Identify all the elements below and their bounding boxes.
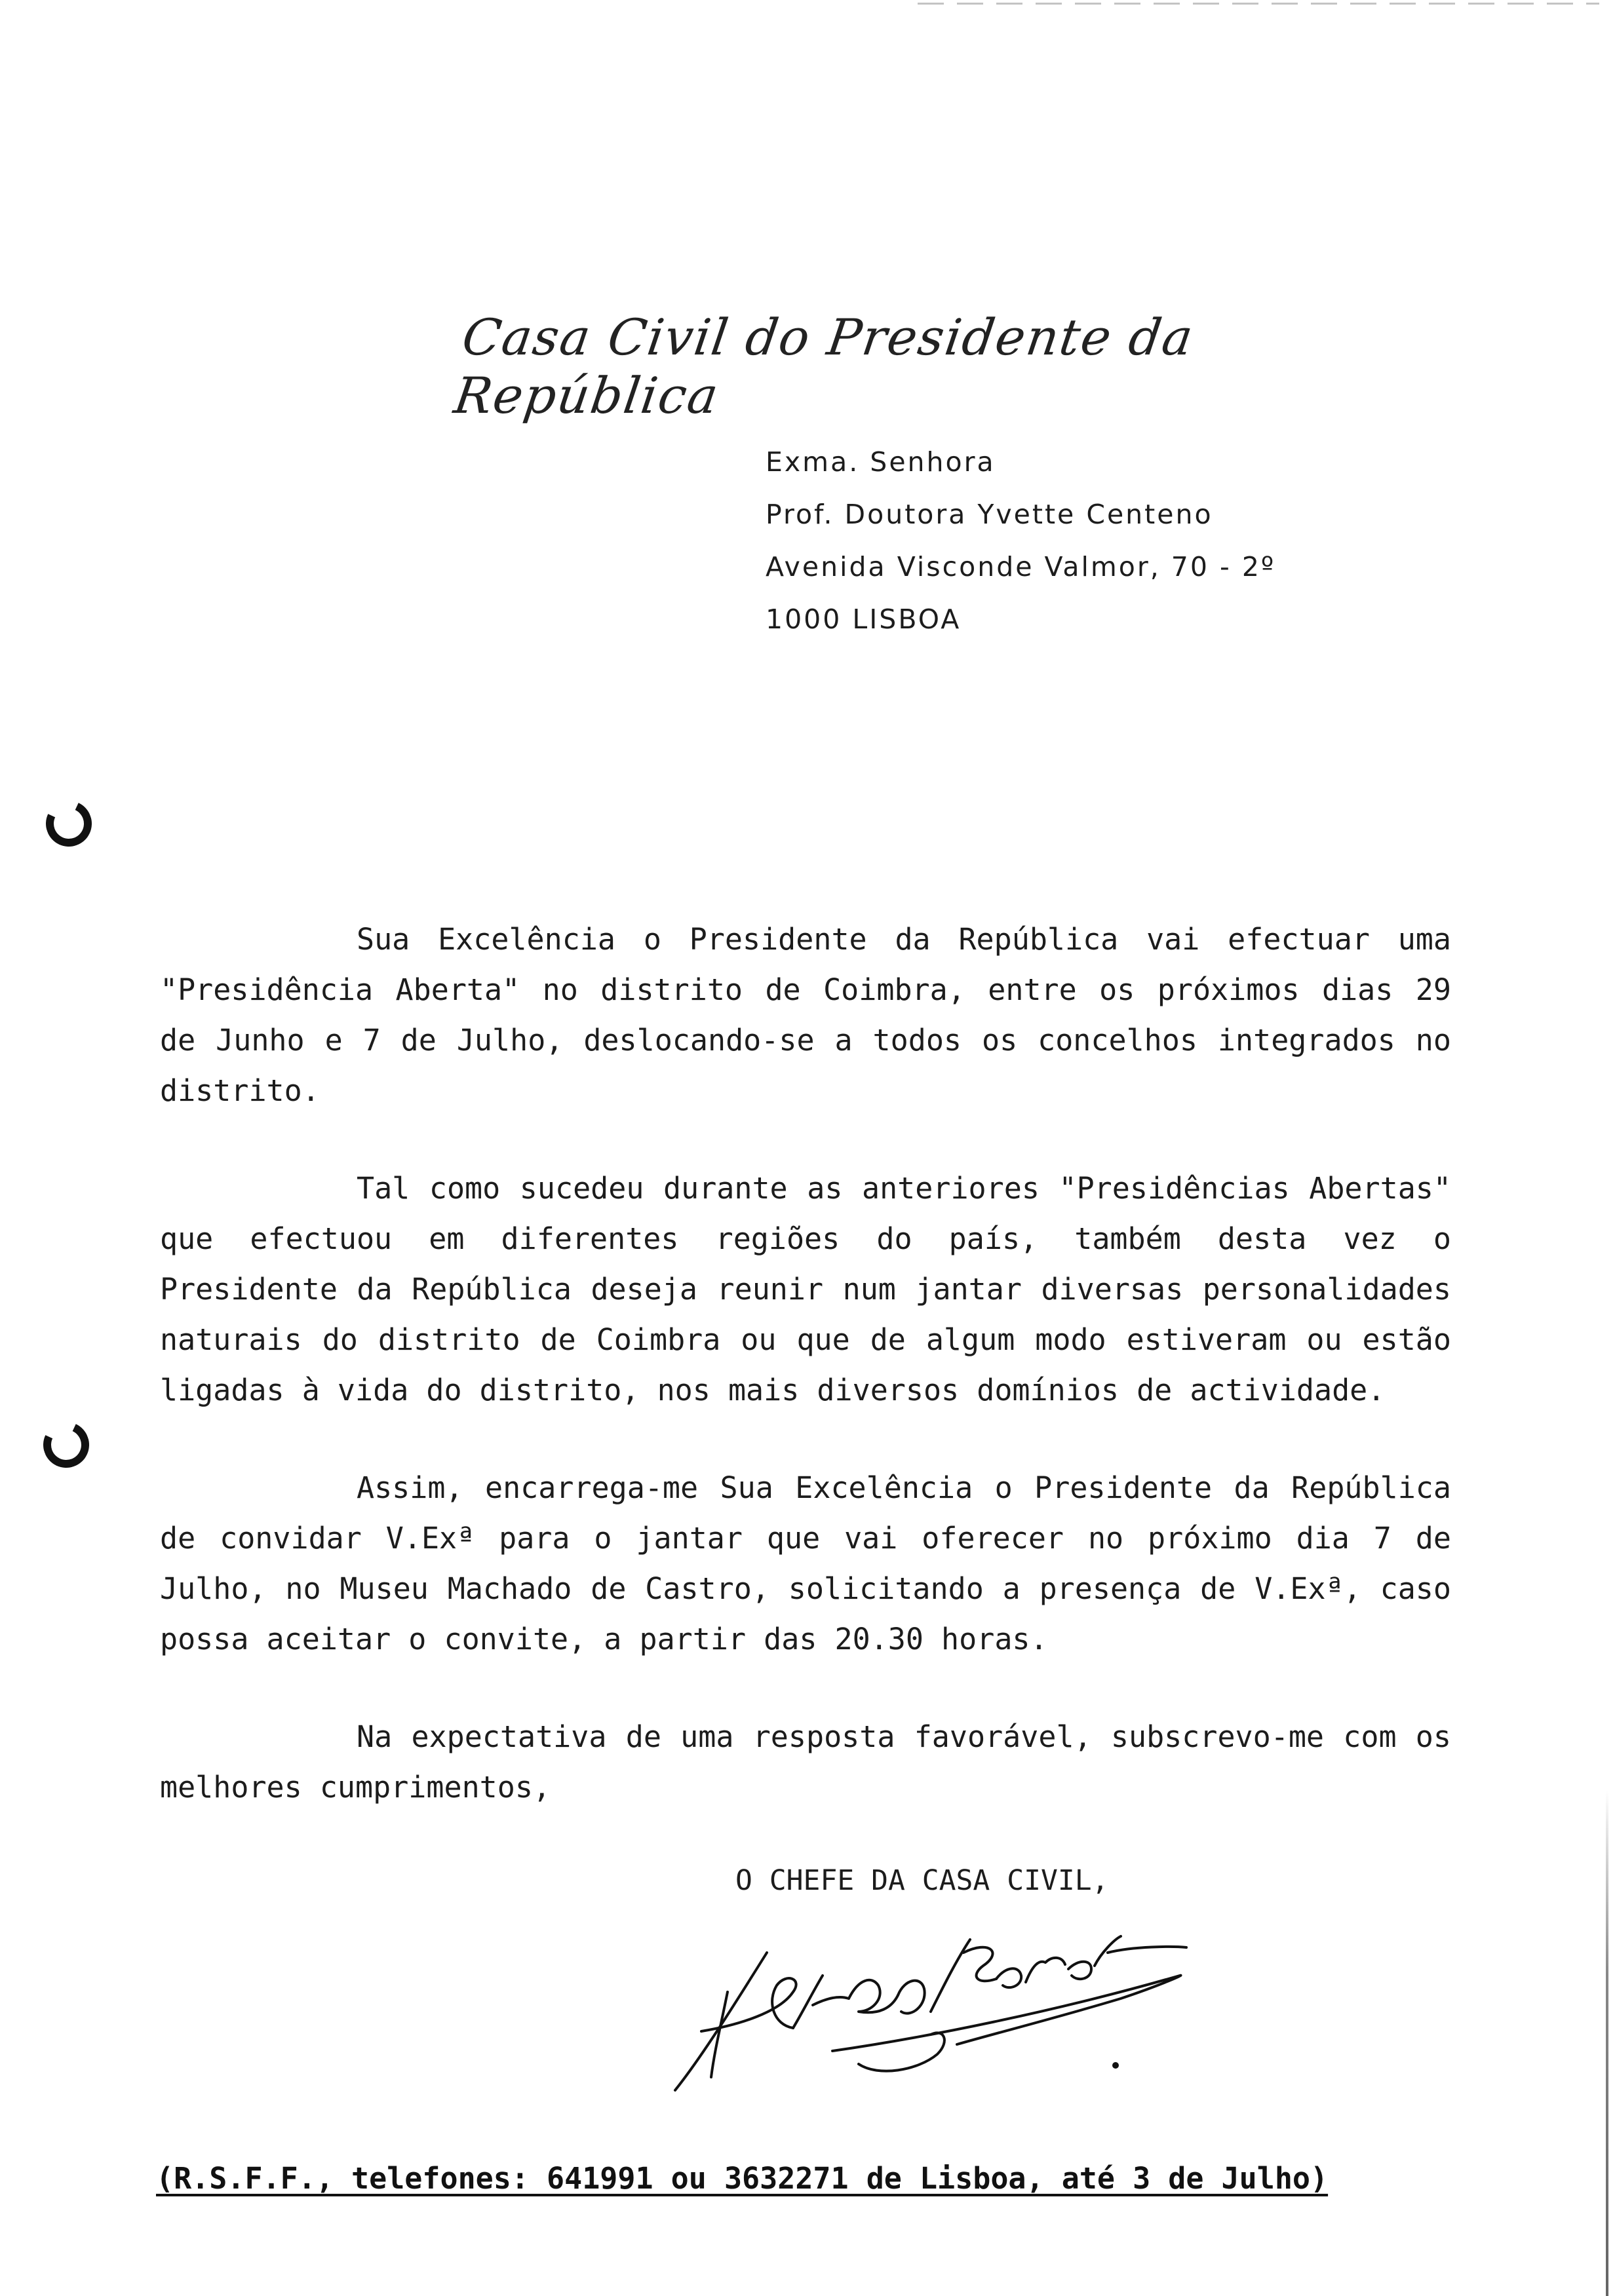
recipient-salutation: Exma. Senhora [766, 446, 996, 478]
closing-title: O CHEFE DA CASA CIVIL, [735, 1864, 1109, 1897]
handwritten-signature [662, 1913, 1213, 2110]
body-paragraph-1: Sua Excelência o Presidente da República vai efectuar uma "Presidência Aberta" no distrito de Coimbra, entre os próximos dias 29 de Junho e 7 de Julho, deslocando-se a todos os concelhos integrados no distrito. [160, 922, 1451, 1108]
recipient-city: 1000 LISBOA [766, 603, 962, 635]
punch-hole-mark [39, 794, 98, 853]
recipient-address [766, 436, 1275, 645]
footer-rsvp-note: (R.S.F.F., telefones: 641991 ou 3632271 de Lisboa, até 3 de Julho) [156, 2161, 1329, 2196]
scan-artifact-top [918, 3, 1599, 5]
recipient-name: Prof. Doutora Yvette Centeno [766, 499, 1213, 530]
letter-body [160, 914, 1451, 1860]
body-paragraph-4: Na expectativa de uma resposta favorável, subscrevo-me com os melhores cumprimentos, [160, 1719, 1451, 1805]
recipient-street: Avenida Visconde Valmor, 70 - 2º [766, 551, 1276, 583]
letterhead: Casa Civil do Presidente da República [450, 308, 1198, 425]
body-paragraph-3: Assim, encarrega-me Sua Excelência o Presidente da República de convidar V.Exª para o jantar que vai oferecer no próximo dia 7 de Julho, no Museu Machado de Castro, solicitando a presença de V.Exª, caso possa aceitar o convite, a partir das 20.30 horas. [160, 1470, 1451, 1656]
punch-hole-mark [37, 1415, 96, 1474]
body-paragraph-2: Tal como sucedeu durante as anteriores "Presidências Abertas" que efectuou em diferentes regiões do país, também desta vez o Presidente da República deseja reunir num jantar diversas personalidades naturais do distrito de Coimbra ou que de algum modo estiveram ou estão ligadas à vida do distrito, nos mais diversos domínios de actividade. [160, 1171, 1451, 1407]
scan-artifact-right [1606, 0, 1608, 2296]
